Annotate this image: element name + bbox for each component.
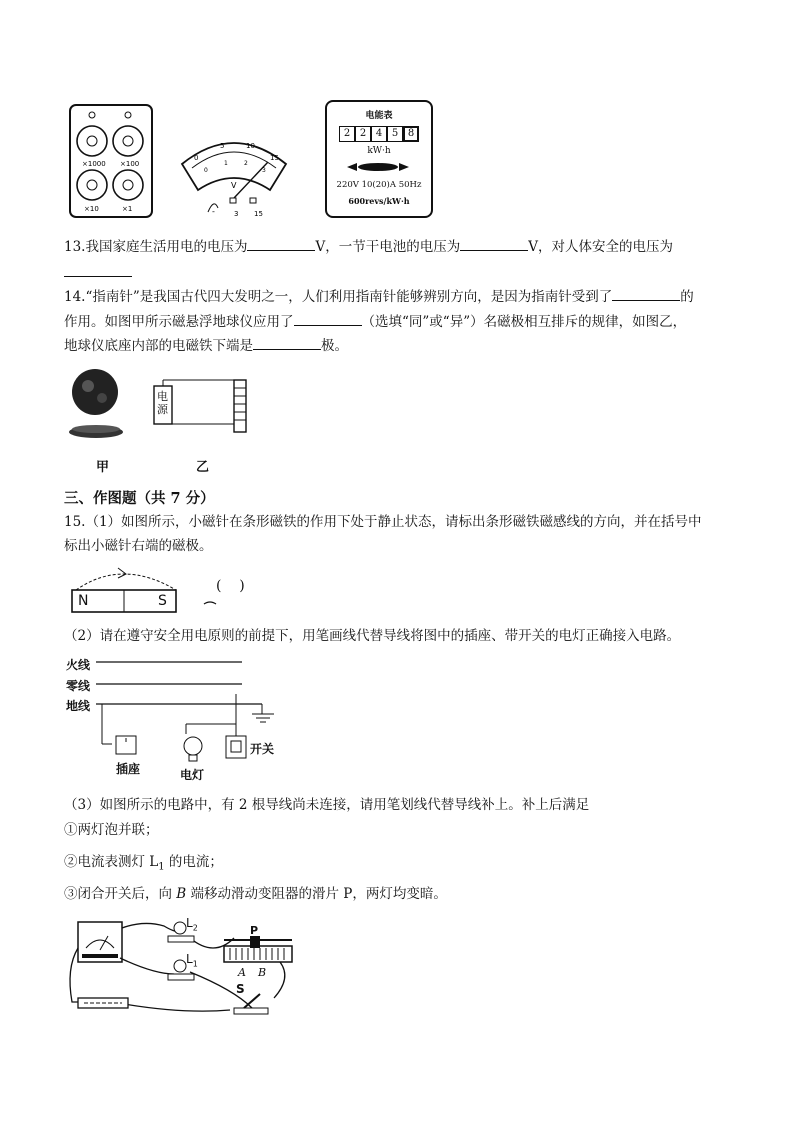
figure-label-yi: 乙 xyxy=(196,460,210,475)
energy-meter-digits xyxy=(339,126,419,142)
q13-text-1: 13.我国家庭生活用电的电压为 xyxy=(64,239,248,255)
q14-blank-2[interactable] xyxy=(294,311,362,326)
meter-top-10: 10 xyxy=(246,142,255,150)
q14-text-2b: （选填“同”或“异”）名磁极相互排斥的规律，如图乙， xyxy=(361,314,687,330)
wire-label-neutral: 零线 xyxy=(66,679,91,693)
energy-meter-rating: 220V 10(20)A 50Hz xyxy=(336,180,422,190)
box-label-10: ×10 xyxy=(84,205,99,213)
meter-unit: V xyxy=(231,181,237,190)
experiment-circuit-figure xyxy=(64,918,304,1022)
wire-label-ground: 地线 xyxy=(66,699,91,713)
q13-blank-2[interactable] xyxy=(460,236,528,251)
meter-top-0: 0 xyxy=(194,154,199,162)
socket-label: 插座 xyxy=(116,762,141,776)
q14-text-3a: 地球仪底座内部的电磁铁下端是 xyxy=(64,338,253,354)
label-P: P xyxy=(250,924,259,937)
label-L2-sub: 2 xyxy=(192,923,198,933)
meter-term-15: 15 xyxy=(254,210,263,218)
q13-text-2: V，一节干电池的电压为 xyxy=(315,239,461,255)
q13-blank-1[interactable] xyxy=(247,236,315,251)
meter-bottom-0: 0 xyxy=(204,167,208,174)
figure-label-jia: 甲 xyxy=(96,460,110,475)
box-label-1000: ×1000 xyxy=(82,160,106,168)
digit: 2 xyxy=(339,126,355,142)
condition-2-text-b: 的电流； xyxy=(164,854,223,870)
q15-part1-line-2: 标出小磁针右端的磁极。 xyxy=(64,538,213,554)
condition-2-sub: 1 xyxy=(158,861,165,873)
q15-part2: （2）请在遵守安全用电原则的前提下，用笔画线代替导线将图中的插座、带开关的电灯正确接入电路。 xyxy=(64,628,681,644)
energy-meter-revs: 600revs/kW·h xyxy=(348,196,410,206)
question-14-line-2 xyxy=(64,311,686,332)
label-L1-sub: 1 xyxy=(192,959,198,969)
label-L2-main: L xyxy=(186,916,193,930)
digit: 2 xyxy=(355,126,371,142)
maglev-globe-figure xyxy=(66,366,126,442)
magnet-s-label: S xyxy=(158,593,167,609)
condition-3 xyxy=(64,884,447,904)
label-L1 xyxy=(186,952,198,968)
resistance-box-figure xyxy=(68,103,154,219)
q13-blank-3[interactable] xyxy=(64,262,132,277)
label-L1-main: L xyxy=(186,952,193,966)
q14-text-1a: 14.“指南针”是我国古代四大发明之一，人们利用指南针能够辨别方向，是因为指南针受到了 xyxy=(64,289,613,305)
question-14-line-1 xyxy=(64,286,694,307)
household-circuit-figure xyxy=(66,654,286,784)
q14-text-2a: 作用。如图甲所示磁悬浮地球仪应用了 xyxy=(64,314,294,330)
condition-2 xyxy=(64,852,223,878)
box-label-100: ×100 xyxy=(120,160,140,168)
energy-meter-disc xyxy=(345,160,411,174)
power-label: 电源 xyxy=(157,390,168,416)
box-label-1: ×1 xyxy=(122,205,133,213)
meter-term-3: 3 xyxy=(234,210,239,218)
meter-bottom-1: 1 xyxy=(224,160,228,167)
label-A: A xyxy=(238,966,246,979)
q13-text-3: V，对人体安全的电压为 xyxy=(528,239,673,255)
digit: 5 xyxy=(387,126,403,142)
digit-last: 8 xyxy=(403,126,419,142)
meter-term-neg: - xyxy=(212,207,215,216)
digit: 4 xyxy=(371,126,387,142)
q14-text-3b: 极。 xyxy=(321,338,348,354)
condition-3-text-a: ③闭合开关后，向 xyxy=(64,886,177,902)
magnet-n-label: N xyxy=(78,593,89,609)
q15-part1-line-1: 15.（1）如图所示，小磁针在条形磁铁的作用下处于静止状态，请标出条形磁铁磁感线的方向，并在括号中 xyxy=(64,514,702,530)
q14-blank-3[interactable] xyxy=(253,335,321,350)
energy-meter-figure xyxy=(325,100,433,218)
meter-top-5: 5 xyxy=(220,142,225,150)
condition-2-text-a: ②电流表测灯 L xyxy=(64,854,159,870)
question-14-line-3 xyxy=(64,335,348,356)
meter-top-15: 15 xyxy=(270,154,279,162)
q14-blank-1[interactable] xyxy=(612,286,680,301)
wire-label-live: 火线 xyxy=(66,658,91,672)
condition-3-b: B xyxy=(176,886,187,902)
section-3-title: 三、作图题（共 7 分） xyxy=(64,490,215,507)
condition-1: ①两灯泡并联； xyxy=(64,822,159,838)
question-13 xyxy=(64,236,673,257)
energy-meter-unit: kW·h xyxy=(367,146,391,156)
label-B: B xyxy=(258,966,267,979)
energy-meter-title: 电能表 xyxy=(365,111,393,121)
meter-bottom-3: 3 xyxy=(262,167,266,174)
lamp-label: 电灯 xyxy=(180,768,205,782)
condition-3-text-c: 端移动滑动变阻器的滑片 P，两灯均变暗。 xyxy=(186,886,447,902)
meter-bottom-2: 2 xyxy=(244,160,248,167)
label-S: S xyxy=(236,982,245,996)
switch-label: 开关 xyxy=(250,742,275,756)
needle-pole-bracket[interactable]: ( ) xyxy=(216,578,245,594)
q14-text-1b: 的 xyxy=(680,289,694,305)
voltmeter-figure xyxy=(178,128,290,220)
label-L2 xyxy=(186,916,198,932)
q15-part3: （3）如图所示的电路中，有 2 根导线尚未连接，请用笔划线代替导线补上。补上后满足 xyxy=(64,797,590,813)
